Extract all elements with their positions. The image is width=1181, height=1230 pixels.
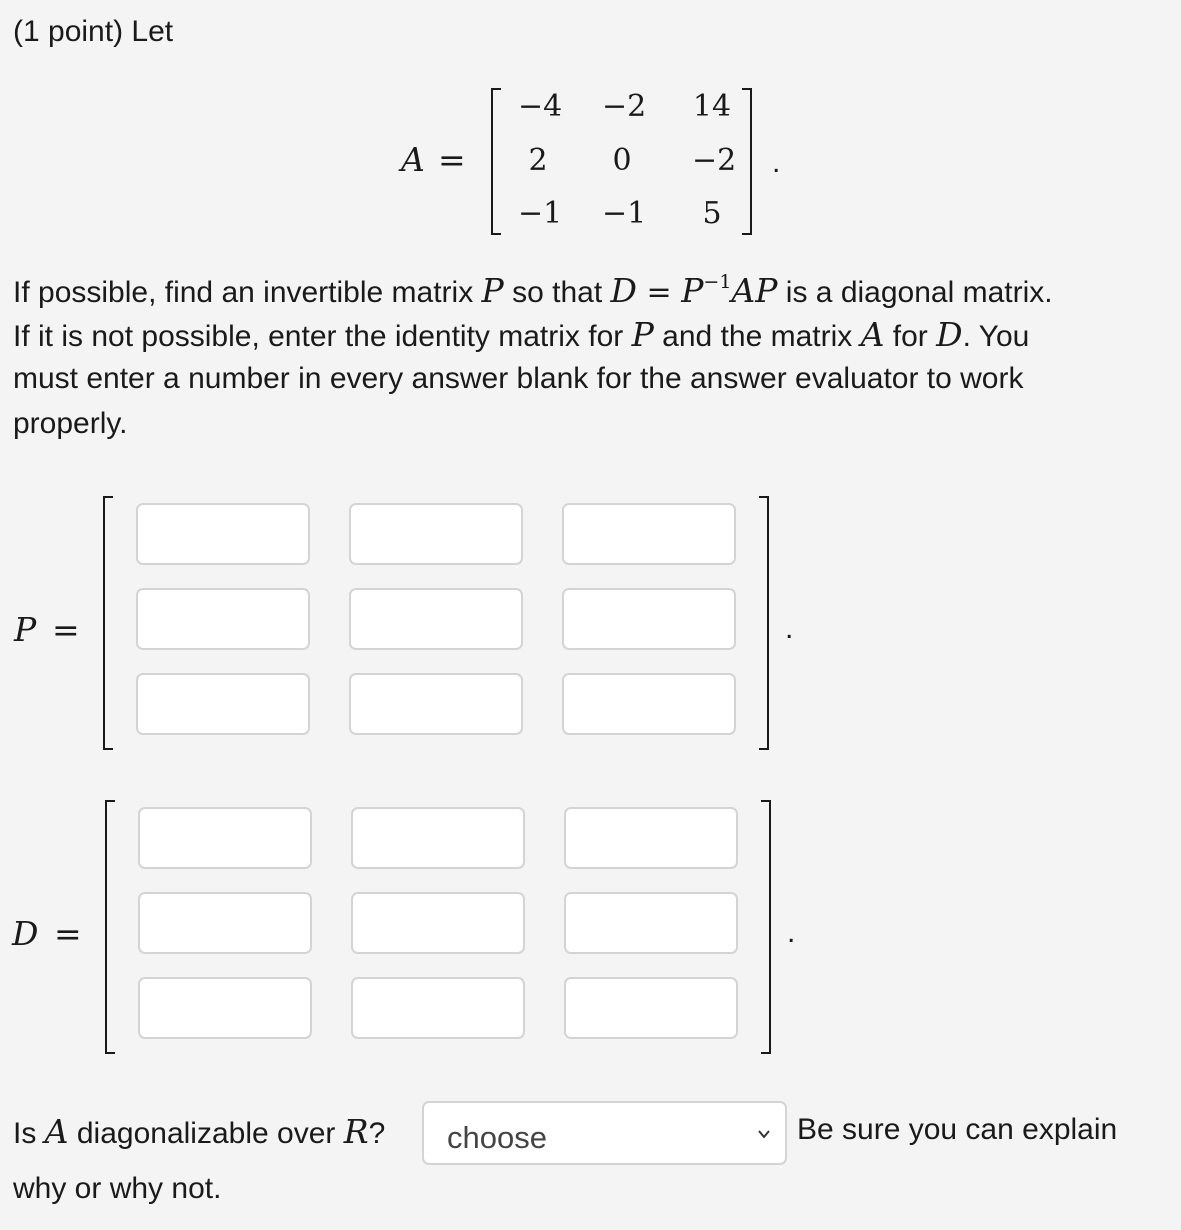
matrix-a-cell: 2: [528, 143, 548, 178]
instruction-line-3: must enter a number in every answer blank for the answer evaluator to work: [13, 362, 1024, 395]
matrix-a-right-bracket: [742, 88, 752, 235]
matrix-p-input-r1c2[interactable]: [349, 503, 523, 565]
diagonalizable-question: Is A diagonalizable over R?: [13, 1112, 386, 1151]
matrix-d-input-r2c3[interactable]: [564, 892, 738, 954]
matrix-p-left-bracket: [103, 496, 113, 750]
matrix-d-input-r1c3[interactable]: [564, 807, 738, 869]
matrix-a-cell: −1: [518, 196, 563, 231]
matrix-p-input-r2c1[interactable]: [136, 588, 310, 650]
matrix-a-period: .: [772, 146, 781, 179]
matrix-a-cell: −2: [692, 143, 737, 178]
matrix-a-cell: −2: [602, 89, 647, 124]
matrix-p-input-r1c1[interactable]: [136, 503, 310, 565]
matrix-a-cell: −1: [602, 196, 647, 231]
matrix-d-right-bracket: [761, 800, 771, 1054]
matrix-d-input-r2c2[interactable]: [351, 892, 525, 954]
explain-note: Be sure you can explain: [797, 1113, 1118, 1146]
matrix-p-input-r2c2[interactable]: [349, 588, 523, 650]
matrix-d-left-bracket: [105, 800, 115, 1054]
matrix-a-cell: 5: [702, 196, 722, 231]
matrix-p-input-r2c3[interactable]: [562, 588, 736, 650]
explain-note-continued: why or why not.: [13, 1172, 222, 1205]
matrix-a-cell: −4: [518, 89, 563, 124]
matrix-a-label: A: [401, 140, 425, 179]
problem-header: (1 point) Let: [13, 15, 174, 48]
matrix-d-input-r3c1[interactable]: [138, 977, 312, 1039]
matrix-d-input-r1c2[interactable]: [351, 807, 525, 869]
matrix-d-equals: =: [54, 914, 82, 953]
matrix-p-period: .: [785, 612, 794, 645]
matrix-p-input-r3c1[interactable]: [136, 673, 310, 735]
matrix-a-left-bracket: [491, 88, 501, 235]
instruction-line-4: properly.: [13, 407, 128, 440]
matrix-d-input-r2c1[interactable]: [138, 892, 312, 954]
select-value: choose: [447, 1120, 547, 1155]
instruction-line-2: If it is not possible, enter the identity matrix for P and the matrix A for D. You: [13, 315, 1030, 354]
matrix-d-input-r3c2[interactable]: [351, 977, 525, 1039]
matrix-p-input-r3c2[interactable]: [349, 673, 523, 735]
matrix-d-label: D: [12, 914, 39, 953]
matrix-p-label: P: [14, 610, 37, 649]
matrix-a-equals: =: [438, 140, 466, 179]
matrix-d-input-r1c1[interactable]: [138, 807, 312, 869]
matrix-a-cell: 14: [692, 89, 732, 124]
matrix-d-input-r3c3[interactable]: [564, 977, 738, 1039]
matrix-p-input-r1c3[interactable]: [562, 503, 736, 565]
diagonalizable-select[interactable]: [422, 1101, 787, 1165]
matrix-p-right-bracket: [759, 496, 769, 750]
matrix-p-equals: =: [52, 610, 80, 649]
matrix-p-input-r3c3[interactable]: [562, 673, 736, 735]
matrix-d-period: .: [787, 916, 796, 949]
chevron-down-icon: [757, 1125, 771, 1145]
instruction-line-1: If possible, find an invertible matrix P so that $D = P^{-1}AP$ is a diagonal matrix.: [13, 271, 1053, 310]
matrix-a-cell: 0: [612, 143, 632, 178]
